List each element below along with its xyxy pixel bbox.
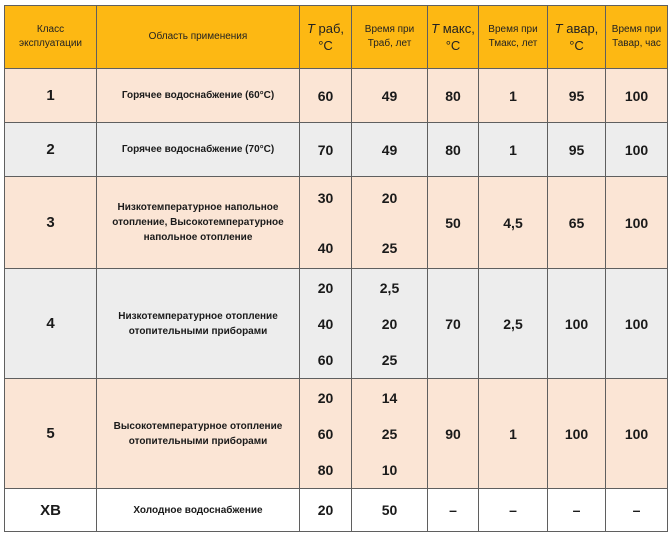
t-max-cell: 80 [428, 69, 479, 123]
header-t-max-label: макс, [439, 21, 475, 36]
t-work-value: 40 [317, 239, 334, 256]
time-max-cell: 1 [479, 379, 548, 489]
time-max-cell: 1 [479, 69, 548, 123]
table-wrapper [4, 5, 668, 532]
time-emergency-cell: 100 [606, 69, 668, 123]
header-t-em-unit: °C [569, 38, 584, 53]
t-max-cell: – [428, 489, 479, 532]
area-line: Высокотемпературное отопление [113, 420, 283, 432]
t-emergency-cell: 65 [548, 177, 606, 269]
table-row [5, 123, 668, 177]
t-work-value: 40 [317, 315, 334, 332]
area-line: напольное отопление [143, 232, 253, 243]
time-work-cell [352, 177, 428, 269]
table-row [5, 269, 668, 379]
header-area: Область применения [97, 6, 300, 69]
header-t-em-label: авар, [562, 21, 599, 36]
header-t-max [428, 6, 479, 69]
time-work-value: 10 [381, 461, 398, 478]
t-work-cell [300, 177, 352, 269]
area-line: Холодное водоснабжение [133, 504, 263, 516]
time-work-stack [352, 390, 427, 478]
header-t-work-unit: °C [318, 38, 333, 53]
header-time-work-line1: Время при [364, 24, 415, 35]
area-line: отопление, Высокотемпературное [112, 217, 284, 228]
class-cell: 3 [5, 177, 97, 269]
class-cell: 5 [5, 379, 97, 489]
operating-classes-table [4, 5, 668, 532]
area-line: Низкотемпературное напольное [117, 202, 279, 213]
t-emergency-cell: 95 [548, 69, 606, 123]
header-t-work [300, 6, 352, 69]
time-work-cell: 49 [352, 123, 428, 177]
area-cell [97, 69, 300, 123]
header-time-work [352, 6, 428, 69]
t-work-stack [300, 390, 351, 478]
time-max-cell: 2,5 [479, 269, 548, 379]
time-work-cell [352, 269, 428, 379]
table-row [5, 69, 668, 123]
time-max-cell: 1 [479, 123, 548, 177]
time-work-cell: 49 [352, 69, 428, 123]
t-work-cell [300, 269, 352, 379]
area-line: Горячее водоснабжение (60°C) [121, 90, 275, 101]
t-max-cell: 70 [428, 269, 479, 379]
t-max-cell: 50 [428, 177, 479, 269]
area-line: Низкотемпературное отопление [118, 310, 278, 322]
header-time-max-line2: Тмакс, лет [488, 38, 538, 49]
time-emergency-cell: 100 [606, 269, 668, 379]
header-time-max-line1: Время при [488, 24, 538, 35]
header-class-line1: Класс [36, 24, 65, 35]
header-time-em-line2: Тавар, час [612, 38, 661, 49]
class-cell: ХВ [5, 489, 97, 532]
t-work-cell: 70 [300, 123, 352, 177]
area-cell [97, 177, 300, 269]
time-emergency-cell: 100 [606, 123, 668, 177]
t-work-cell: 60 [300, 69, 352, 123]
header-class [5, 6, 97, 69]
area-line: отопительными приборами [128, 325, 268, 337]
t-emergency-cell: 100 [548, 379, 606, 489]
time-max-cell: – [479, 489, 548, 532]
header-time-em-line1: Время при [611, 24, 662, 35]
t-work-stack [300, 190, 351, 256]
time-work-value: 25 [381, 351, 398, 368]
header-t-work-label: раб, [314, 21, 345, 36]
class-cell: 4 [5, 269, 97, 379]
t-max-cell: 90 [428, 379, 479, 489]
header-t-em-symbol: T [554, 21, 563, 36]
class-cell: 2 [5, 123, 97, 177]
table-row [5, 489, 668, 532]
area-cell [97, 489, 300, 532]
time-work-value: 25 [381, 425, 398, 442]
table-row [5, 379, 668, 489]
time-work-cell: 50 [352, 489, 428, 532]
area-cell [97, 123, 300, 177]
class-cell: 1 [5, 69, 97, 123]
header-t-max-symbol: T [431, 21, 440, 36]
area-cell [97, 379, 300, 489]
t-work-stack [300, 280, 351, 368]
t-work-value: 30 [317, 189, 334, 206]
header-t-work-symbol: T [306, 21, 315, 36]
time-work-value: 25 [381, 239, 398, 256]
table-row [5, 177, 668, 269]
t-work-value: 20 [317, 389, 334, 406]
time-work-value: 20 [381, 315, 398, 332]
t-emergency-cell: – [548, 489, 606, 532]
header-class-line2: эксплуатации [19, 38, 82, 49]
area-line: отопительными приборами [128, 435, 268, 447]
time-work-value: 14 [381, 389, 398, 406]
header-time-max [479, 6, 548, 69]
t-work-cell [300, 379, 352, 489]
time-work-value: 2,5 [379, 279, 400, 296]
time-emergency-cell: 100 [606, 177, 668, 269]
header-time-emergency [606, 6, 668, 69]
t-emergency-cell: 100 [548, 269, 606, 379]
header-t-max-unit: °C [445, 38, 461, 53]
time-work-stack [352, 280, 427, 368]
t-work-value: 60 [317, 425, 334, 442]
t-work-value: 80 [317, 461, 334, 478]
time-max-cell: 4,5 [479, 177, 548, 269]
header-time-work-line2: Траб, лет [367, 38, 412, 49]
t-work-cell: 20 [300, 489, 352, 532]
time-emergency-cell: – [606, 489, 668, 532]
time-emergency-cell: 100 [606, 379, 668, 489]
t-work-value: 60 [317, 351, 334, 368]
time-work-cell [352, 379, 428, 489]
area-line: Горячее водоснабжение (70°C) [121, 144, 275, 155]
area-cell [97, 269, 300, 379]
header-t-emergency [548, 6, 606, 69]
t-emergency-cell: 95 [548, 123, 606, 177]
time-work-value: 20 [381, 189, 398, 206]
header-row [5, 6, 668, 69]
time-work-stack [352, 190, 427, 256]
t-max-cell: 80 [428, 123, 479, 177]
t-work-value: 20 [317, 279, 334, 296]
